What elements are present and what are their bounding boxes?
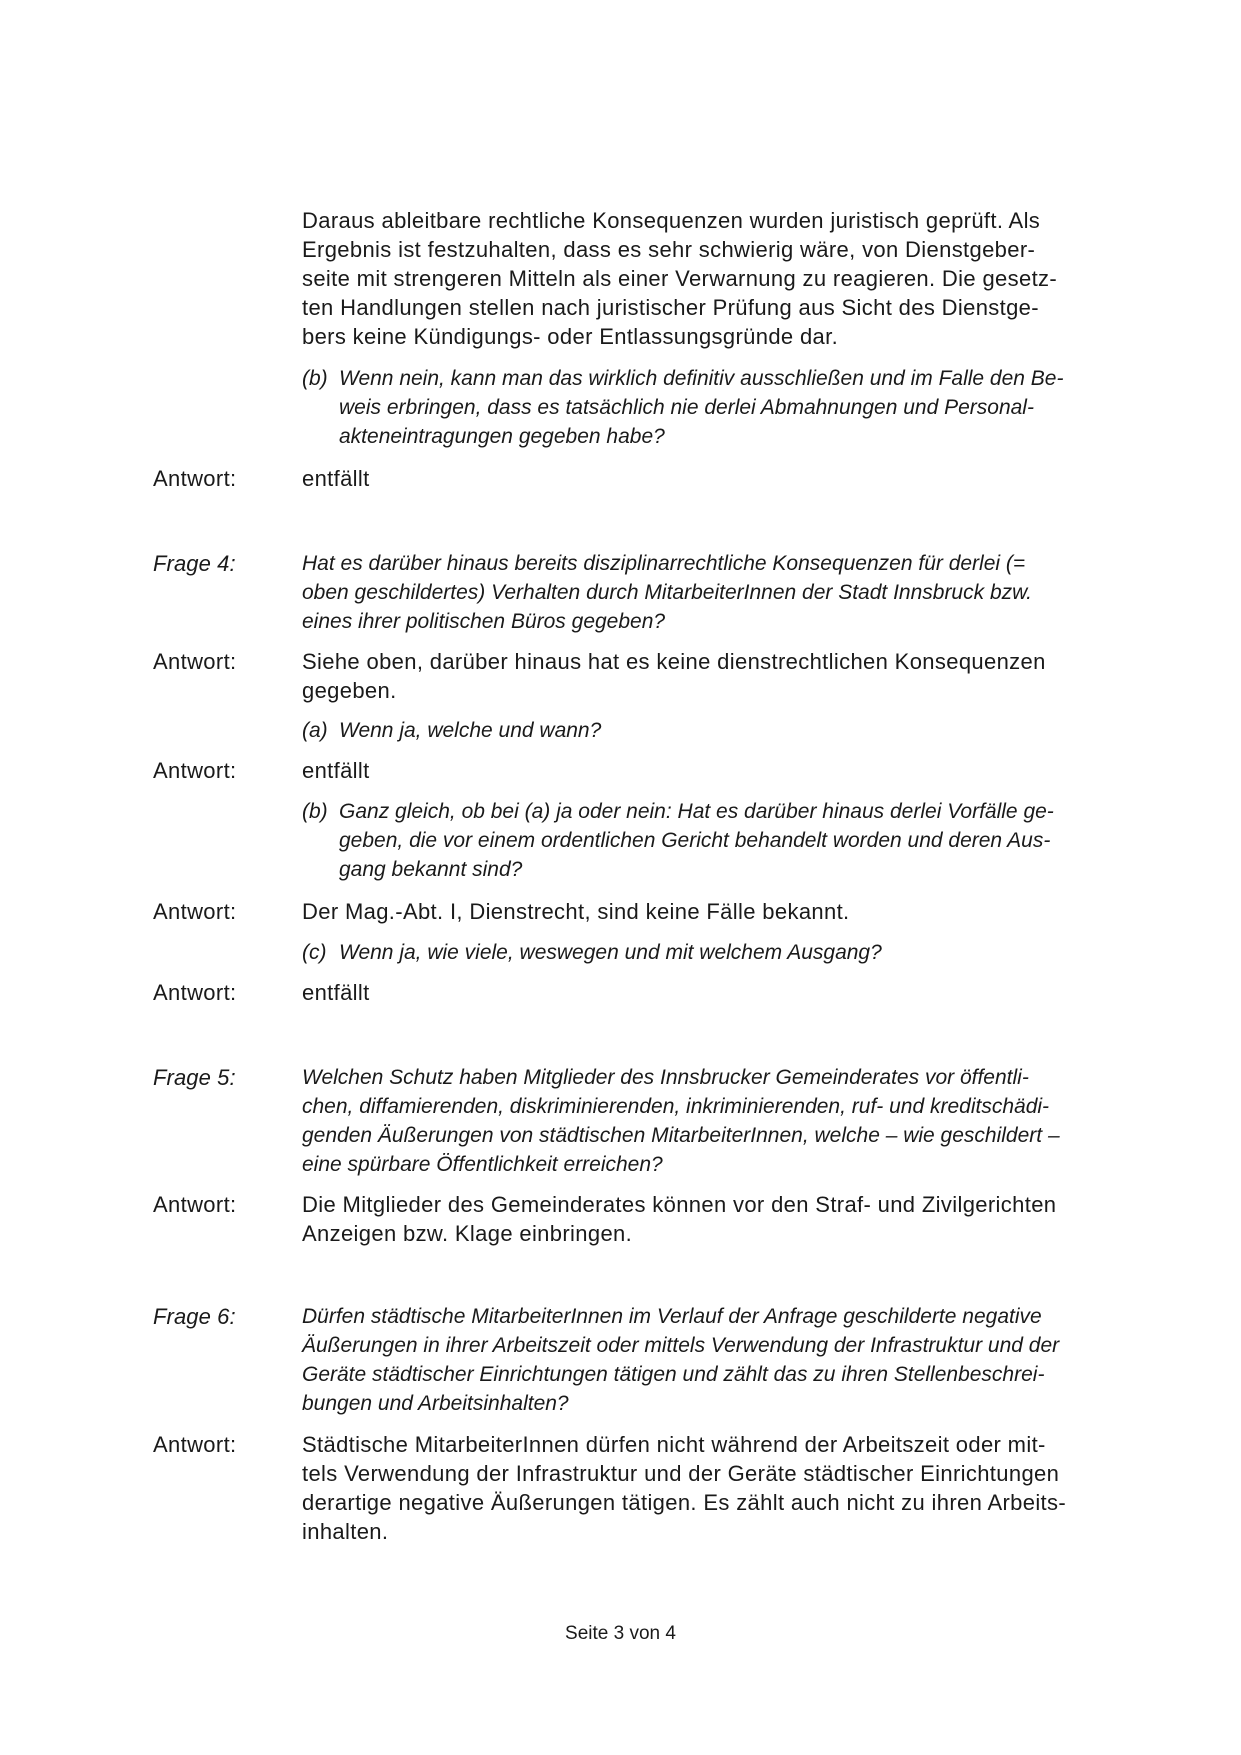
answer-6-text <box>302 1430 1132 1546</box>
question-5-text <box>302 1063 1132 1179</box>
answer-label: Antwort: <box>153 649 237 674</box>
question-4-text <box>302 549 1132 636</box>
text-line: Dürfen städtische MitarbeiterInnen im Verlauf der Anfrage geschilderte negative <box>302 1305 1042 1328</box>
text-line: Daraus ableitbare rechtliche Konsequenzen wurden juristisch geprüft. Als <box>302 208 1041 233</box>
text-line: Äußerungen in ihrer Arbeitszeit oder mittels Verwendung der Infrastruktur und der <box>302 1334 1060 1357</box>
text-line: seite mit strengeren Mitteln als einer Verwarnung zu reagieren. Die gesetz- <box>302 266 1058 291</box>
subquestion-4b <box>302 797 1132 884</box>
subquestion-text <box>339 364 1132 451</box>
question-label: Frage 6: <box>153 1304 236 1329</box>
text-line: Geräte städtischer Einrichtungen tätigen und zählt das zu ihren Stellenbeschrei- <box>302 1363 1045 1386</box>
text-line: Wenn nein, kann man das wirklich definitiv ausschließen und im Falle den Be- <box>339 367 1064 390</box>
text-line: oben geschildertes) Verhalten durch MitarbeiterInnen der Stadt Innsbruck bzw. <box>302 581 1032 604</box>
answer-label: Antwort: <box>153 980 237 1005</box>
text-line: derartige negative Äußerungen tätigen. Es zählt auch nicht zu ihren Arbeits- <box>302 1490 1067 1515</box>
text-line: tels Verwendung der Infrastruktur und der Geräte städtischer Einrichtungen <box>302 1461 1060 1486</box>
answer-label: Antwort: <box>153 1192 237 1217</box>
answer-label: Antwort: <box>153 899 237 924</box>
text-line: Siehe oben, darüber hinaus hat es keine dienstrechtlichen Konsequenzen <box>302 649 1046 674</box>
text-line: Ganz gleich, ob bei (a) ja oder nein: Hat es darüber hinaus derlei Vorfälle ge- <box>339 800 1054 823</box>
text-line: genden Äußerungen von städtischen MitarbeiterInnen, welche – wie geschildert – <box>302 1124 1060 1147</box>
text-line: Anzeigen bzw. Klage einbringen. <box>302 1221 633 1246</box>
text-line: gegeben. <box>302 678 397 703</box>
answer-label: Antwort: <box>153 758 237 783</box>
subquestion-text: Wenn ja, welche und wann? <box>339 719 602 742</box>
subquestion-3b <box>302 364 1132 451</box>
text-line: Welchen Schutz haben Mitglieder des Innsbrucker Gemeinderates vor öffentli- <box>302 1066 1029 1089</box>
answer-label: Antwort: <box>153 466 237 491</box>
text-line: bungen und Arbeitsinhalten? <box>302 1392 569 1415</box>
answer-text: Der Mag.-Abt. I, Dienstrecht, sind keine Fälle bekannt. <box>302 899 850 924</box>
answer-text: entfällt <box>302 466 370 491</box>
question-label: Frage 5: <box>153 1065 236 1090</box>
subquestion-marker: (c) <box>302 941 327 964</box>
text-line: akteneintragungen gegeben habe? <box>339 425 665 448</box>
text-line: ten Handlungen stellen nach juristischer Prüfung aus Sicht des Dienstge- <box>302 295 1039 320</box>
text-line: Die Mitglieder des Gemeinderates können vor den Straf- und Zivilgerichten <box>302 1192 1057 1217</box>
text-line: inhalten. <box>302 1519 389 1544</box>
text-line: Hat es darüber hinaus bereits disziplinarrechtliche Konsequenzen für derlei (= <box>302 552 1026 575</box>
answer-4-text <box>302 647 1132 705</box>
answer-text: entfällt <box>302 758 370 783</box>
subquestion-4c <box>302 938 1132 967</box>
text-line: eine spürbare Öffentlichkeit erreichen? <box>302 1153 663 1176</box>
text-line: geben, die vor einem ordentlichen Gericht behandelt worden und deren Aus- <box>339 829 1051 852</box>
subquestion-marker: (b) <box>302 367 328 390</box>
subquestion-text: Wenn ja, wie viele, weswegen und mit welchem Ausgang? <box>339 941 882 964</box>
text-line: Städtische MitarbeiterInnen dürfen nicht während der Arbeitszeit oder mit- <box>302 1432 1046 1457</box>
text-line: gang bekannt sind? <box>339 858 523 881</box>
subquestion-text <box>339 797 1132 884</box>
subquestion-4a <box>302 716 1132 745</box>
answer-5-text <box>302 1190 1132 1248</box>
text-line: bers keine Kündigungs- oder Entlassungsgründe dar. <box>302 324 839 349</box>
text-line: weis erbringen, dass es tatsächlich nie derlei Abmahnungen und Personal- <box>339 396 1034 419</box>
intro-paragraph <box>302 206 1132 351</box>
page-number: Seite 3 von 4 <box>565 1623 676 1644</box>
text-line: chen, diffamierenden, diskriminierenden, inkriminierenden, ruf- und kreditschädi- <box>302 1095 1050 1118</box>
answer-text: entfällt <box>302 980 370 1005</box>
text-line: eines ihrer politischen Büros gegeben? <box>302 610 666 633</box>
answer-label: Antwort: <box>153 1432 237 1457</box>
subquestion-marker: (a) <box>302 719 328 742</box>
question-6-text <box>302 1302 1132 1418</box>
question-label: Frage 4: <box>153 551 236 576</box>
text-line: Ergebnis ist festzuhalten, dass es sehr schwierig wäre, von Dienstgeber- <box>302 237 1036 262</box>
subquestion-marker: (b) <box>302 800 328 823</box>
